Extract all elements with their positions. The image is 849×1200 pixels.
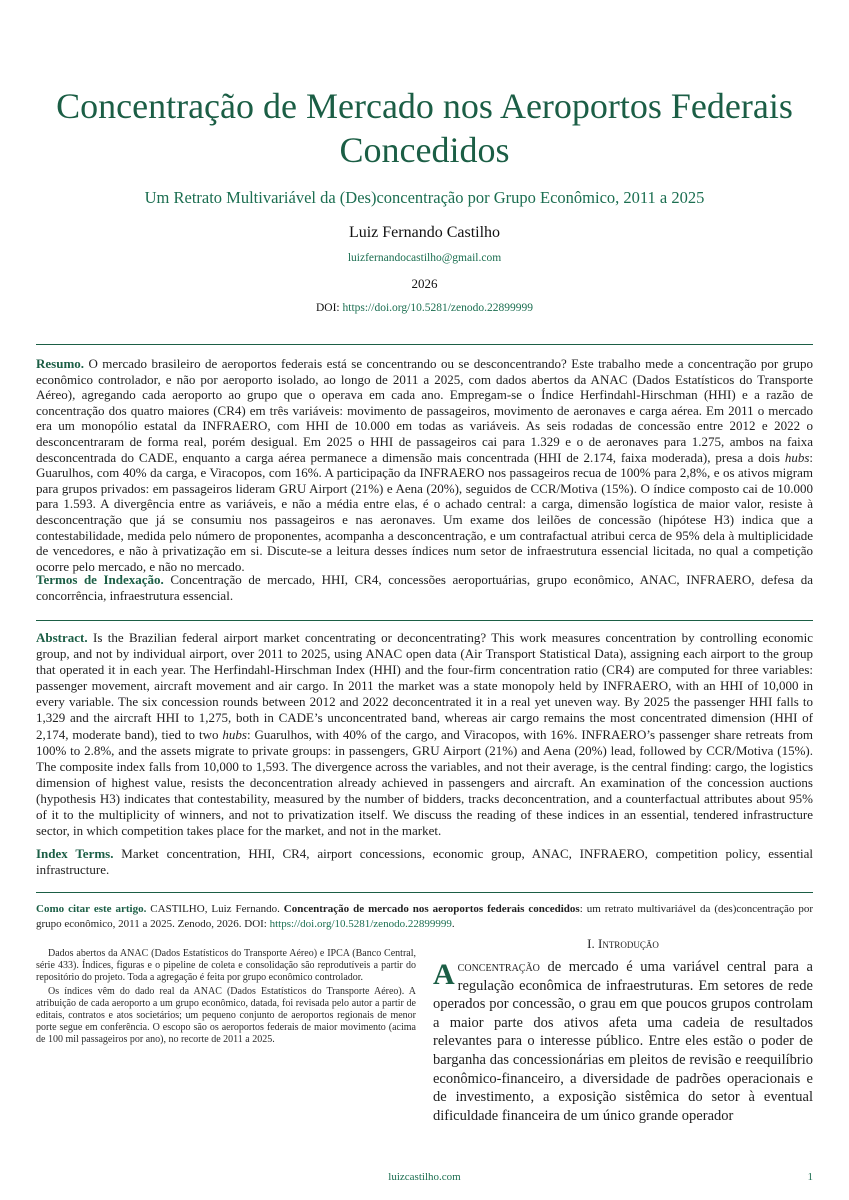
footnote-column [36, 948, 416, 1048]
author-email[interactable]: luizfernandocastilho@gmail.com [347, 252, 502, 264]
abstract-hubs: hubs [222, 726, 247, 742]
doi-label: DOI: [315, 302, 340, 314]
doi-line [20, 302, 829, 314]
intro-lead-smallcaps: concentração [457, 959, 540, 975]
introduction-paragraph [433, 958, 813, 1125]
intro-text: de mercado é uma variável central para a regulação econômica de infraestruturas. Em setores de rede operados por concessão, o grau em que poucos grupos controlam a maior parte dos ativos afeta uma cadeia de resultados relevantes para o interesse público. Entre eles estão o poder de barganha das concessionárias em pleitos de revisão e reequilíbrio econômico-financeiro, a diversidade de padrões operacionais e de investimento, a exposição sistêmica do setor à eventual dificuldade financeira de um único grande operador [433, 959, 813, 1124]
abstract-text-a: Is the Brazilian federal airport market concentrating or deconcentrating? This work measures concentration by controlling economic group, and not by individual airport, over 2011 to 2025, using ANAC open data (Air Transport Statistical Data), assigning each airport to the group that operated it in each year. The Herfindahl-Hirschman Index (HHI) and the four-firm concentration ratio (CR4) are computed for three variables: passenger movement, aircraft movement and air cargo. In 2011 the market was a state monopoly held by INFRAERO, with an HHI of 10,000 in every variable. The six concession rounds between 2012 and 2022 deconcentrated it in a real yet uneven way. By 2025 the passenger HHI falls to 1,329 and the aircraft HHI to 1,275, both in CADE’s unconcentrated band, whereas air cargo remains the most concentrated dimension (HHI of 2,174, moderate band), tied to two [36, 630, 813, 742]
divider-resumo-top [36, 344, 813, 345]
doi-link[interactable]: https://doi.org/10.5281/zenodo.22899999 [342, 302, 533, 314]
paper-title [20, 84, 829, 172]
index-terms-paragraph [36, 846, 813, 878]
author-name: Luiz Fernando Castilho [348, 224, 501, 241]
drop-cap: A [433, 958, 455, 991]
index-terms-text: Market concentration, HHI, CR4, airport concessions, economic group, ANAC, INFRAERO, competition policy, essential infrastructure. [36, 846, 813, 878]
resumo-text-b: : Guarulhos, com 40% da carga, e Viracopos, com 16%. A participação da INFRAERO nos passageiros recua de 100% para 2,8%, e os ativos migram para grupos privados: em passageiros lideram GRU Airport (21%) e Aena (20%), seguidos de CCR/Motiva (15%). O índice composto cai de 10.000 para 1.593. A divergência entre as variáveis, e não a média entre elas, é o achado central: a carga, dimensão logística de maior valor, resiste à desconcentração que já se consumiu nos passageiros e nas aeronaves. Um exame dos leilões de concessão (hipótese H3) indica que a contestabilidade, medida pelo número de proponentes, acompanha a desconcentração, e um contrafactual atribui cerca de 95% dela à multiplicidade de vencedores, e não à privatização em si. Discute-se a leitura desses índices num setor de infraestrutura essencial licitada, no qual a competição ocorre pelo mercado, e não no mercado. [36, 449, 813, 574]
index-terms-label: Index Terms. [36, 846, 114, 861]
resumo-hubs: hubs [784, 449, 810, 465]
page-number: 1 [807, 1171, 813, 1183]
paper-subtitle: Um Retrato Multivariável da (Des)concentração por Grupo Econômico, 2011 a 2025 [144, 188, 705, 207]
abstract-label: Abstract. [36, 630, 88, 645]
footnote-paragraph-1: Dados abertos da ANAC (Dados Estatísticos do Transporte Aéreo) e IPCA (Banco Central, série 433). Índices, figuras e o pipeline de coleta e consolidação são reprodutíveis a partir do repositório do projeto. Toda a agregação é feita por grupo econômico controlador. [36, 948, 416, 984]
citation-text-b: : um retrato multivariável da (des)concentração por grupo econômico, 2011 a 2025. Zenodo, 2026. DOI: [36, 903, 813, 930]
citation-title: Concentração de mercado nos aeroportos federais concedidos [283, 903, 580, 915]
footer-site[interactable]: luizcastilho.com [388, 1171, 461, 1183]
section-heading-introduction: I. Introdução [587, 936, 659, 951]
resumo-paragraph [36, 356, 813, 574]
citation-end: . [451, 918, 455, 930]
introduction-column [433, 936, 813, 1125]
divider-citation-top [36, 892, 813, 893]
termos-text: Concentração de mercado, HHI, CR4, concessões aeroportuárias, grupo econômico, ANAC, INFRAERO, defesa da concorrência, infraestrutura essencial. [36, 572, 814, 603]
title-line-2: Concedidos [339, 130, 510, 170]
citation-paragraph [36, 902, 813, 932]
abstract-text-b: : Guarulhos, with 40% of the cargo, and Viracopos, with 16%. INFRAERO’s passenger share retreats from 100% to 2.8%, and the assets migrate to private groups: in passengers, GRU Airport (21%) and Aena (20%) lead, followed by CCR/Motiva (15%). The composite index falls from 10,000 to 1,593. The divergence across the variables, and not their average, is the central finding: cargo, the logistics dimension of highest value, resists the deconcentration already achieved in passengers and aircraft. An examination of the concession auctions (hypothesis H3) indicates that contestability, measured by the number of bidders, tracks deconcentration, and a counterfactual attributes about 95% of it to the multiplicity of winners, and not to privatization itself. We discuss the reading of these indices in an essential, tendered infrastructure sector, in which competition takes place for the market, and not in the market. [36, 726, 813, 839]
divider-abstract-top [36, 620, 813, 621]
footnote-paragraph-2: Os índices vêm do dado real da ANAC (Dados Estatísticos do Transporte Aéreo). A atribuição de cada aeroporto a um grupo econômico, datada, foi revisada pelo autor a partir de editais, contratos e atos societários; um pequeno conjunto de aeroportos regionais de menor porte segue em conferência. O escopo são os aeroportos federais de maior movimento (acima de 100 mil passageiros por ano), no recorte de 2011 a 2025. [36, 985, 416, 1046]
termos-label: Termos de Indexação. [36, 572, 164, 587]
termos-paragraph [36, 572, 813, 603]
citation-text-a: CASTILHO, Luiz Fernando. [146, 903, 284, 915]
title-line-1: Concentração de Mercado nos Aeroportos Federais [56, 86, 793, 126]
abstract-paragraph [36, 630, 813, 839]
resumo-label: Resumo. [36, 356, 85, 371]
resumo-text-a: O mercado brasileiro de aeroportos federais está se concentrando ou se desconcentrando? Este trabalho mede a concentração por grupo econômico controlador, e não por aeroporto isolado, ao longo de 2011 a 2025, com dados abertos da ANAC (Dados Estatísticos do Transporte Aéreo), agregando cada aeroporto ao grupo que o operava em cada ano. Empregam-se o Índice Herfindahl-Hirschman (HHI) e a razão de concentração dos quatro maiores (CR4) em três variáveis: movimento de passageiros, movimento de aeronaves e carga aérea. Em 2011 o mercado era um monopólio estatal da INFRAERO, com HHI de 10.000 em todas as variáveis. As seis rodadas de concessão entre 2012 e 2022 o desconcentraram de forma real, porém desigual. Em 2025 o HHI de passageiros cai para 1.329 e o de aeronaves para 1.275, ambos na faixa desconcentrada do CADE, enquanto a carga aérea permanece a dimensão mais concentrada (HHI de 2.174, faixa moderada), presa a dois [36, 356, 813, 465]
publication-year: 2026 [411, 276, 438, 291]
citation-doi-link[interactable]: https://doi.org/10.5281/zenodo.22899999 [269, 918, 452, 930]
citation-label: Como citar este artigo. [36, 903, 147, 915]
